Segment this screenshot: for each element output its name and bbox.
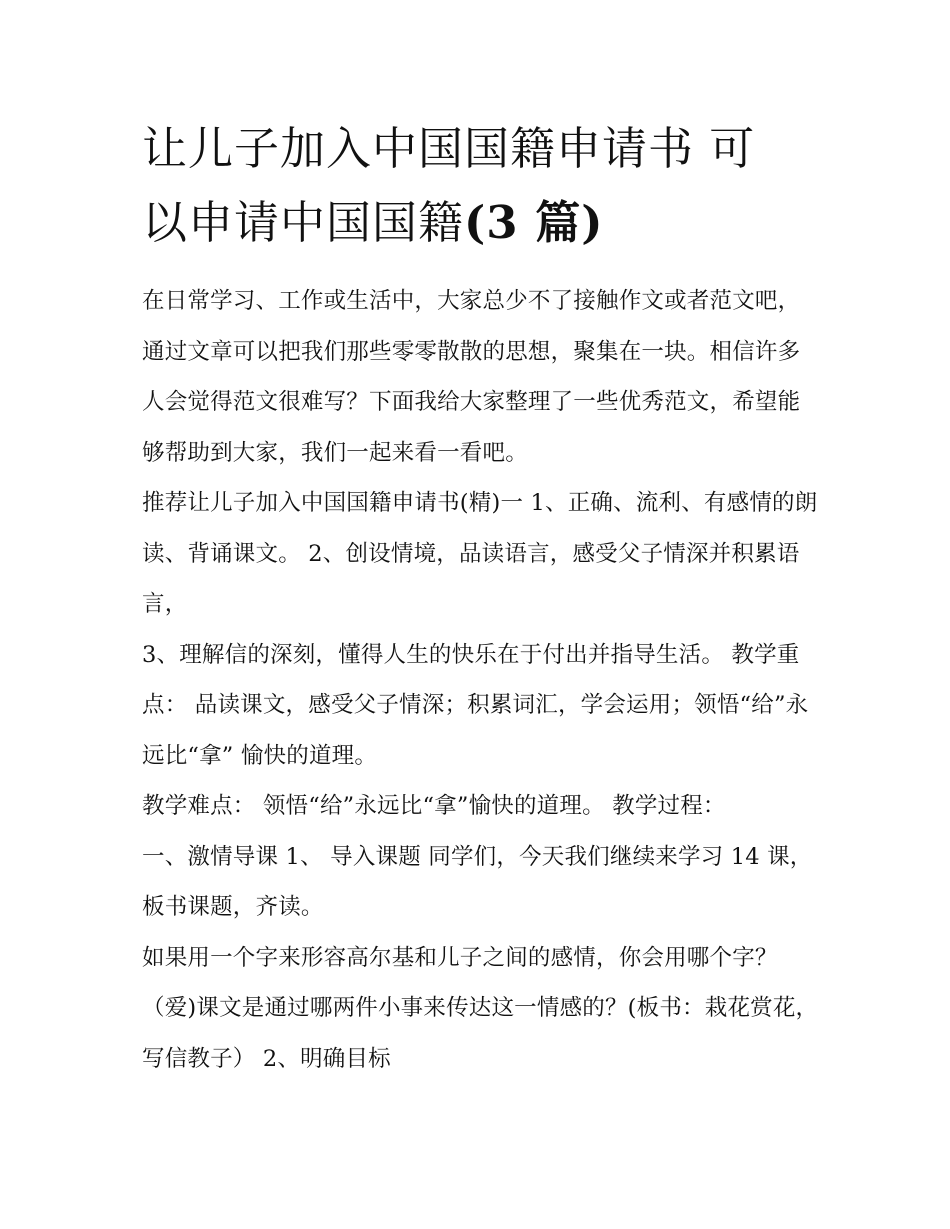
title-line-2-suffix: (3 篇) <box>464 196 604 249</box>
paragraph-lesson-intro: 一、激情导课 1、 导入课题 同学们，今天我们继续来学习 14 课，板书课题，齐读。 <box>142 843 813 920</box>
title-line-2-prefix: 以申请中国国籍 <box>142 196 465 249</box>
paragraph-objectives: 推荐让儿子加入中国国籍申请书(精)一 1、正确、流利、有感情的朗读、背诵课文。 2、创设情境，品读语言，感受父子情深并积累语言， <box>142 490 818 617</box>
document-title <box>142 112 820 260</box>
title-line-1: 让儿子加入中国国籍申请书 可 <box>142 122 756 175</box>
paragraph-key-points: 3、理解信的深刻，懂得人生的快乐在于付出并指导生活。 教学重点： 品读课文，感受父子情深；积累词汇，学会运用；领悟“给”永远比“拿” 愉快的道理。 <box>142 641 809 769</box>
paragraph-difficulties: 教学难点： 领悟“给”永远比“拿”愉快的道理。 教学过程： <box>142 793 726 819</box>
paragraph-question: 如果用一个字来形容高尔基和儿子之间的感情，你会用哪个字？（爱)课文是通过哪两件小事来传达这一情感的？(板书：栽花赏花，写信教子） 2、明确目标 <box>142 944 819 1072</box>
paragraph-intro: 在日常学习、工作或生活中，大家总少不了接触作文或者范文吧，通过文章可以把我们那些零零散散的思想，聚集在一块。相信许多人会觉得范文很难写？下面我给大家整理了一些优秀范文，希望能够帮助到大家，我们一起来看一看吧。 <box>142 288 801 466</box>
